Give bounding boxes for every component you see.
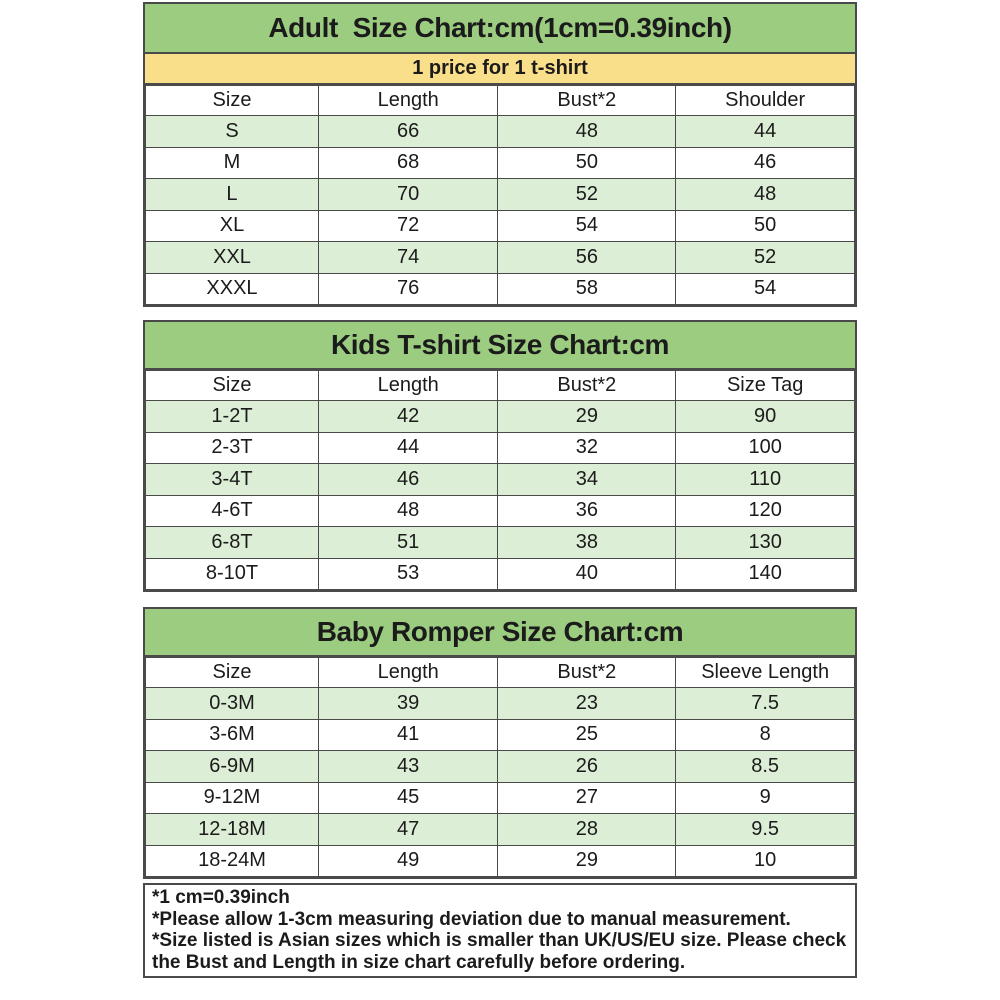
- baby-section-title-banner: [145, 609, 855, 657]
- table-row: [146, 495, 855, 527]
- table-row: [146, 688, 855, 720]
- table-row: [146, 527, 855, 559]
- measurement-cell: 42: [318, 401, 497, 433]
- section-spacer: [143, 592, 857, 607]
- size-label-cell: XXXL: [146, 273, 319, 305]
- measurement-cell: 120: [676, 495, 855, 527]
- measurement-cell: 32: [498, 432, 676, 464]
- size-label-cell: M: [146, 147, 319, 179]
- column-header: Size: [146, 658, 319, 688]
- measurement-cell: 50: [676, 210, 855, 242]
- kids-section-title-banner: [145, 322, 855, 370]
- size-label-cell: 3-4T: [146, 464, 319, 496]
- measurement-cell: 9.5: [676, 814, 855, 846]
- size-label-cell: 0-3M: [146, 688, 319, 720]
- measurement-cell: 44: [318, 432, 497, 464]
- size-label-cell: 6-8T: [146, 527, 319, 559]
- table-row: [146, 782, 855, 814]
- measurement-cell: 40: [498, 558, 676, 590]
- measurement-cell: 52: [676, 242, 855, 274]
- size-label-cell: XXL: [146, 242, 319, 274]
- baby-size-table: [145, 657, 855, 877]
- measurement-cell: 46: [318, 464, 497, 496]
- measurement-cell: 23: [498, 688, 676, 720]
- size-label-cell: 3-6M: [146, 719, 319, 751]
- measurement-cell: 39: [318, 688, 497, 720]
- header-row: [146, 86, 855, 116]
- measurement-cell: 54: [676, 273, 855, 305]
- measurement-cell: 8: [676, 719, 855, 751]
- column-header: Size: [146, 86, 319, 116]
- measurement-cell: 28: [498, 814, 676, 846]
- kids-size-chart-section: [143, 320, 857, 592]
- table-row: [146, 210, 855, 242]
- measurement-cell: 29: [498, 401, 676, 433]
- table-row: [146, 558, 855, 590]
- table-row: [146, 845, 855, 877]
- table-row: [146, 464, 855, 496]
- baby-section-title: Baby Romper Size Chart:cm: [316, 616, 684, 647]
- measurement-cell: 47: [318, 814, 497, 846]
- measurement-cell: 140: [676, 558, 855, 590]
- measurement-cell: 7.5: [676, 688, 855, 720]
- column-header: Bust*2: [498, 371, 676, 401]
- column-header: Length: [318, 86, 497, 116]
- measurement-cell: 45: [318, 782, 497, 814]
- adult-section-title-banner: [145, 4, 855, 54]
- measurement-cell: 50: [498, 147, 676, 179]
- measurement-cell: 9: [676, 782, 855, 814]
- measurement-cell: 100: [676, 432, 855, 464]
- header-row: [146, 371, 855, 401]
- measurement-cell: 54: [498, 210, 676, 242]
- measurement-cell: 76: [318, 273, 497, 305]
- measurement-cell: 10: [676, 845, 855, 877]
- price-note-band: [145, 54, 855, 85]
- table-row: [146, 751, 855, 783]
- measurement-cell: 90: [676, 401, 855, 433]
- table-row: [146, 401, 855, 433]
- size-label-cell: 18-24M: [146, 845, 319, 877]
- measurement-cell: 72: [318, 210, 497, 242]
- size-label-cell: 1-2T: [146, 401, 319, 433]
- measurement-cell: 27: [498, 782, 676, 814]
- table-row: [146, 432, 855, 464]
- measurement-cell: 26: [498, 751, 676, 783]
- table-row: [146, 116, 855, 148]
- measurement-cell: 58: [498, 273, 676, 305]
- price-note-text: 1 price for 1 t-shirt: [412, 57, 588, 79]
- column-header: Shoulder: [676, 86, 855, 116]
- column-header: Length: [318, 371, 497, 401]
- measurement-cell: 25: [498, 719, 676, 751]
- measurement-cell: 52: [498, 179, 676, 211]
- measurement-cell: 74: [318, 242, 497, 274]
- measurement-cell: 34: [498, 464, 676, 496]
- size-label-cell: 8-10T: [146, 558, 319, 590]
- column-header: Bust*2: [498, 658, 676, 688]
- measurement-cell: 110: [676, 464, 855, 496]
- table-row: [146, 147, 855, 179]
- measurement-cell: 66: [318, 116, 497, 148]
- kids-size-table: [145, 370, 855, 590]
- adult-size-table: [145, 85, 855, 305]
- measurement-cell: 44: [676, 116, 855, 148]
- table-row: [146, 242, 855, 274]
- column-header: Size Tag: [676, 371, 855, 401]
- size-label-cell: 4-6T: [146, 495, 319, 527]
- adult-section-title: Adult Size Chart:cm(1cm=0.39inch): [268, 12, 732, 43]
- size-label-cell: 9-12M: [146, 782, 319, 814]
- measurement-cell: 51: [318, 527, 497, 559]
- size-chart-content: [143, 2, 857, 978]
- footnote-line: *1 cm=0.39inch: [152, 887, 290, 908]
- measurement-cell: 41: [318, 719, 497, 751]
- footnotes-box: [143, 883, 857, 978]
- column-header: Bust*2: [498, 86, 676, 116]
- footnote-line: *Size listed is Asian sizes which is smaller than UK/US/EU size. Please check the Bust and Length in size chart carefully before ordering.: [152, 930, 847, 973]
- table-row: [146, 814, 855, 846]
- measurement-cell: 36: [498, 495, 676, 527]
- baby-size-chart-section: [143, 607, 857, 879]
- table-row: [146, 719, 855, 751]
- section-spacer: [143, 307, 857, 320]
- size-label-cell: L: [146, 179, 319, 211]
- measurement-cell: 70: [318, 179, 497, 211]
- size-label-cell: XL: [146, 210, 319, 242]
- measurement-cell: 130: [676, 527, 855, 559]
- size-label-cell: 12-18M: [146, 814, 319, 846]
- column-header: Length: [318, 658, 497, 688]
- size-label-cell: 2-3T: [146, 432, 319, 464]
- size-label-cell: 6-9M: [146, 751, 319, 783]
- measurement-cell: 38: [498, 527, 676, 559]
- table-row: [146, 273, 855, 305]
- header-row: [146, 658, 855, 688]
- adult-size-chart-section: [143, 2, 857, 307]
- kids-section-title: Kids T-shirt Size Chart:cm: [330, 329, 670, 360]
- measurement-cell: 49: [318, 845, 497, 877]
- measurement-cell: 8.5: [676, 751, 855, 783]
- measurement-cell: 43: [318, 751, 497, 783]
- measurement-cell: 46: [676, 147, 855, 179]
- footnote-line: *Please allow 1-3cm measuring deviation due to manual measurement.: [152, 908, 791, 930]
- measurement-cell: 48: [676, 179, 855, 211]
- measurement-cell: 53: [318, 558, 497, 590]
- measurement-cell: 29: [498, 845, 676, 877]
- measurement-cell: 48: [318, 495, 497, 527]
- column-header: Size: [146, 371, 319, 401]
- size-label-cell: S: [146, 116, 319, 148]
- column-header: Sleeve Length: [676, 658, 855, 688]
- table-row: [146, 179, 855, 211]
- measurement-cell: 56: [498, 242, 676, 274]
- measurement-cell: 48: [498, 116, 676, 148]
- measurement-cell: 68: [318, 147, 497, 179]
